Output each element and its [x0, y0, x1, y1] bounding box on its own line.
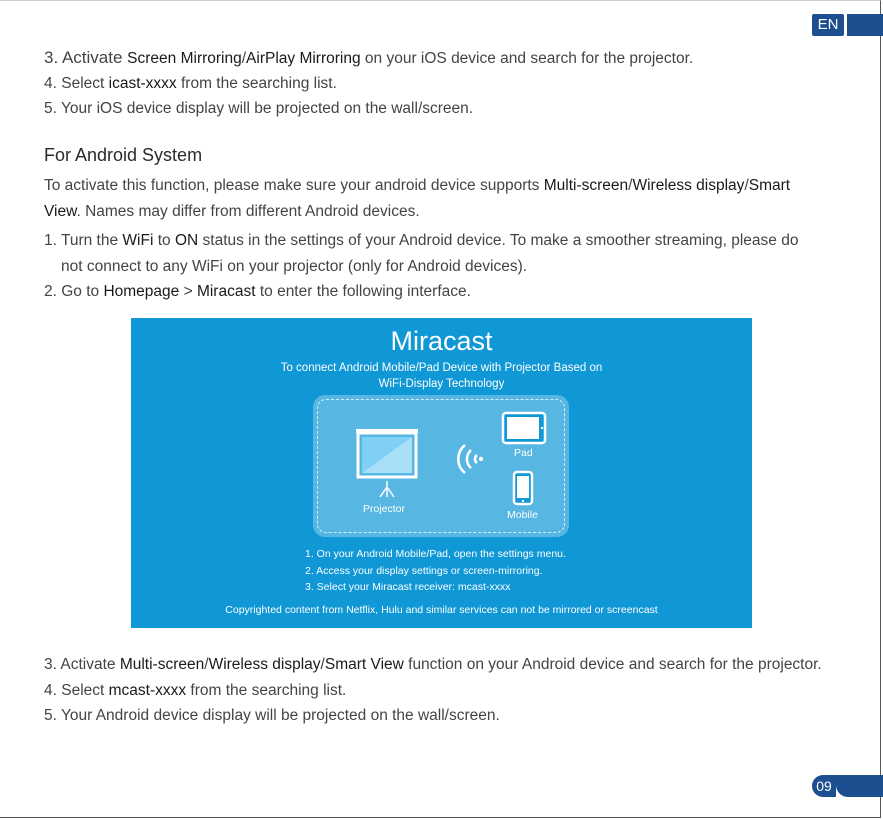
language-tab-bar — [847, 14, 883, 36]
tablet-icon — [501, 411, 547, 445]
subtitle-line-1: To connect Android Mobile/Pad Device with Projector Based on — [280, 362, 603, 374]
subtitle-line-2: WiFi-Display Technology — [378, 378, 505, 390]
ios-step-5: 5. Your iOS device display will be projected on the wall/screen. — [44, 100, 474, 117]
android-step-5: 5. Your Android device display will be projected on the wall/screen. — [44, 707, 500, 724]
miracast-screen — [131, 318, 752, 628]
pad-label: Pad — [514, 447, 533, 459]
android-step-1-line2: not connect to any WiFi on your projector (only for Android devices). — [61, 258, 528, 275]
smartphone-icon — [512, 470, 534, 506]
language-badge: EN — [812, 14, 844, 36]
android-step-2: 2. Go to Homepage > Miracast to enter the following interface. — [44, 283, 471, 300]
android-intro-line2: View. Names may differ from different Android devices. — [44, 203, 420, 220]
android-step-3: 3. Activate Multi-screen/Wireless display/Smart View function on your Android device and search for the projector. — [44, 656, 822, 673]
mobile-label: Mobile — [507, 509, 538, 521]
miracast-step-2: 2. Access your display settings or screen-mirroring. — [305, 564, 543, 577]
ios-step-4: 4. Select icast-xxxx from the searching list. — [44, 75, 337, 92]
miracast-step-3: 3. Select your Miracast receiver: mcast-xxxx — [305, 581, 511, 593]
android-heading: For Android System — [44, 145, 203, 165]
android-step-4: 4. Select mcast-xxxx from the searching list. — [44, 682, 347, 699]
wireless-signal-icon — [451, 441, 485, 477]
page-tab-bar — [836, 775, 883, 797]
page-number: 09 — [812, 775, 836, 797]
connection-illustration — [313, 395, 569, 537]
ios-step-3: 3. Activate Screen Mirroring/AirPlay Mirroring on your iOS device and search for the projector. — [44, 48, 694, 67]
miracast-step-1: 1. On your Android Mobile/Pad, open the settings menu. — [305, 548, 566, 560]
miracast-steps — [305, 546, 566, 596]
android-intro-line1: To activate this function, please make sure your android device supports Multi-screen/Wireless display/Smart — [44, 177, 791, 194]
miracast-title: Miracast — [390, 326, 493, 356]
projector-screen-icon — [354, 425, 420, 501]
projector-label: Projector — [363, 503, 406, 515]
miracast-subtitle — [131, 360, 752, 392]
android-step-1: 1. Turn the WiFi to ON status in the settings of your Android device. To make a smoother streaming, please do — [44, 232, 799, 249]
copyright-notice: Copyrighted content from Netflix, Hulu and similar services can not be mirrored or screencast — [225, 604, 658, 616]
